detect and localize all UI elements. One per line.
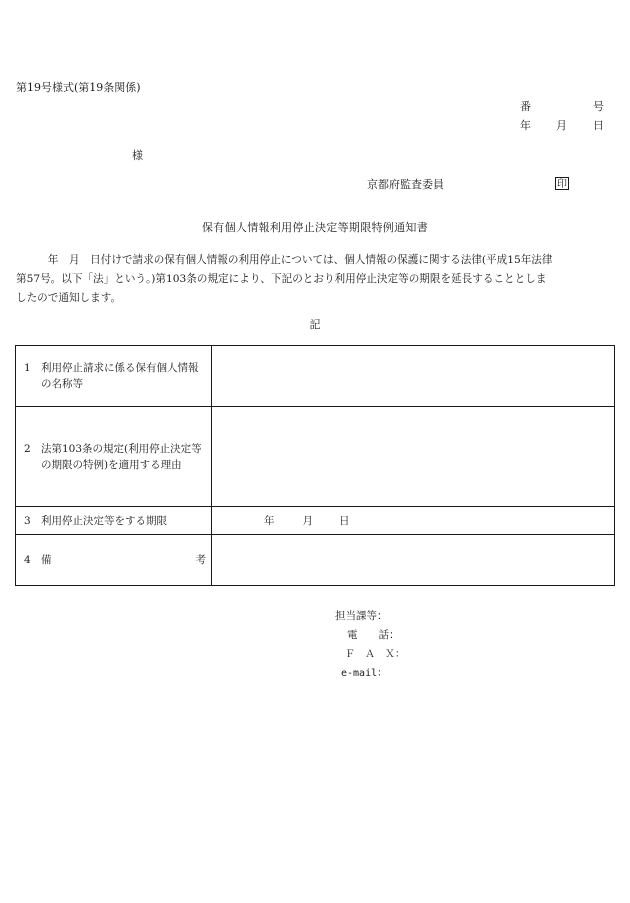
table-row: [16, 507, 615, 535]
deadline-day: 日: [339, 515, 350, 527]
table-row: [16, 535, 615, 586]
row-label-text: 利用停止決定等をする期限: [41, 514, 167, 527]
ki-heading: 記: [309, 318, 321, 331]
remarks-label-right: 考: [195, 554, 206, 566]
table-row: [16, 407, 615, 507]
issuer-name: 京都府監査委員: [367, 178, 444, 191]
row-label: [16, 507, 212, 535]
remarks-label-left: 備: [41, 554, 52, 566]
row-label-text: 利用停止請求に係る保有個人情報の名称等: [41, 362, 199, 390]
date-year: 年: [520, 119, 531, 132]
row-value-cell[interactable]: [212, 346, 615, 407]
row-label-text: 法第103条の規定(利用停止決定等の期限の特例)を適用する理由: [41, 442, 202, 471]
body-line: したので通知します。: [16, 292, 122, 304]
form-number: 第19号様式(第19条関係): [16, 81, 141, 94]
deadline-month: 月: [302, 515, 313, 527]
row-label: [16, 535, 212, 586]
detail-table: [15, 345, 615, 586]
body-line: 年 月 日付けで請求の保有個人情報の利用停止については、個人情報の保護に関する法律(平成15年法律: [16, 254, 553, 266]
contact-fax-label: Ｆ Ａ Ｘ：: [345, 649, 405, 660]
seal-mark: 印: [557, 179, 567, 190]
table-row: [16, 346, 615, 407]
row-number: 1: [24, 362, 31, 374]
deadline-year: 年: [264, 515, 275, 527]
addressee-honorific: 様: [132, 149, 143, 162]
row-value-cell[interactable]: [212, 535, 615, 586]
contact-phone-label: 電 話：: [347, 629, 400, 641]
row-number: 3: [24, 514, 31, 527]
row-number: 4: [24, 554, 31, 566]
contact-section-label: 担当課等：: [335, 610, 388, 622]
date-month: 月: [556, 119, 567, 132]
deadline-date-cell[interactable]: [212, 507, 615, 535]
row-label: [16, 407, 212, 507]
contact-block: [335, 607, 405, 683]
row-label: [16, 346, 212, 407]
number-label: 番: [520, 100, 531, 113]
number-suffix: 号: [593, 100, 604, 113]
date-day: 日: [593, 119, 604, 132]
body-paragraph: [16, 251, 616, 308]
row-value-cell[interactable]: [212, 407, 615, 507]
contact-email-label: e-mail：: [341, 668, 388, 679]
document-title: 保有個人情報利用停止決定等期限特例通知書: [202, 221, 428, 234]
body-line: 第57号。以下「法」という。)第103条の規定により、下記のとおり利用停止決定等の期限を延長することとしま: [16, 273, 547, 285]
row-number: 2: [24, 442, 31, 455]
